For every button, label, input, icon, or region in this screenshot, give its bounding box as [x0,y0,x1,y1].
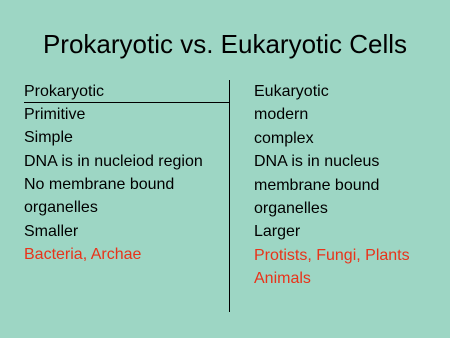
eukaryotic-row: organelles [254,199,328,217]
prokaryotic-examples: Bacteria, Archae [24,246,142,264]
eukaryotic-row: complex [254,129,314,147]
prokaryotic-row: Simple [24,129,73,147]
eukaryotic-header: Eukaryotic [254,83,329,100]
prokaryotic-row: Primitive [24,105,86,123]
eukaryotic-row: Larger [254,223,301,241]
prokaryotic-column [24,80,230,267]
eukaryotic-examples: Protists, Fungi, Plants [254,246,410,264]
prokaryotic-row: Smaller [24,222,79,240]
eukaryotic-examples: Animals [254,270,311,288]
slide-title: Prokaryotic vs. Eukaryotic Cells [42,29,408,59]
prokaryotic-row: organelles [24,199,98,217]
eukaryotic-row: DNA is in nucleus [254,153,380,171]
prokaryotic-row: DNA is in nucleiod region [24,152,203,170]
prokaryotic-header: Prokaryotic [24,80,230,103]
eukaryotic-row: modern [254,106,309,124]
eukaryotic-column [254,80,444,291]
prokaryotic-row: No membrane bound [24,176,175,194]
eukaryotic-row: membrane bound [254,176,380,194]
